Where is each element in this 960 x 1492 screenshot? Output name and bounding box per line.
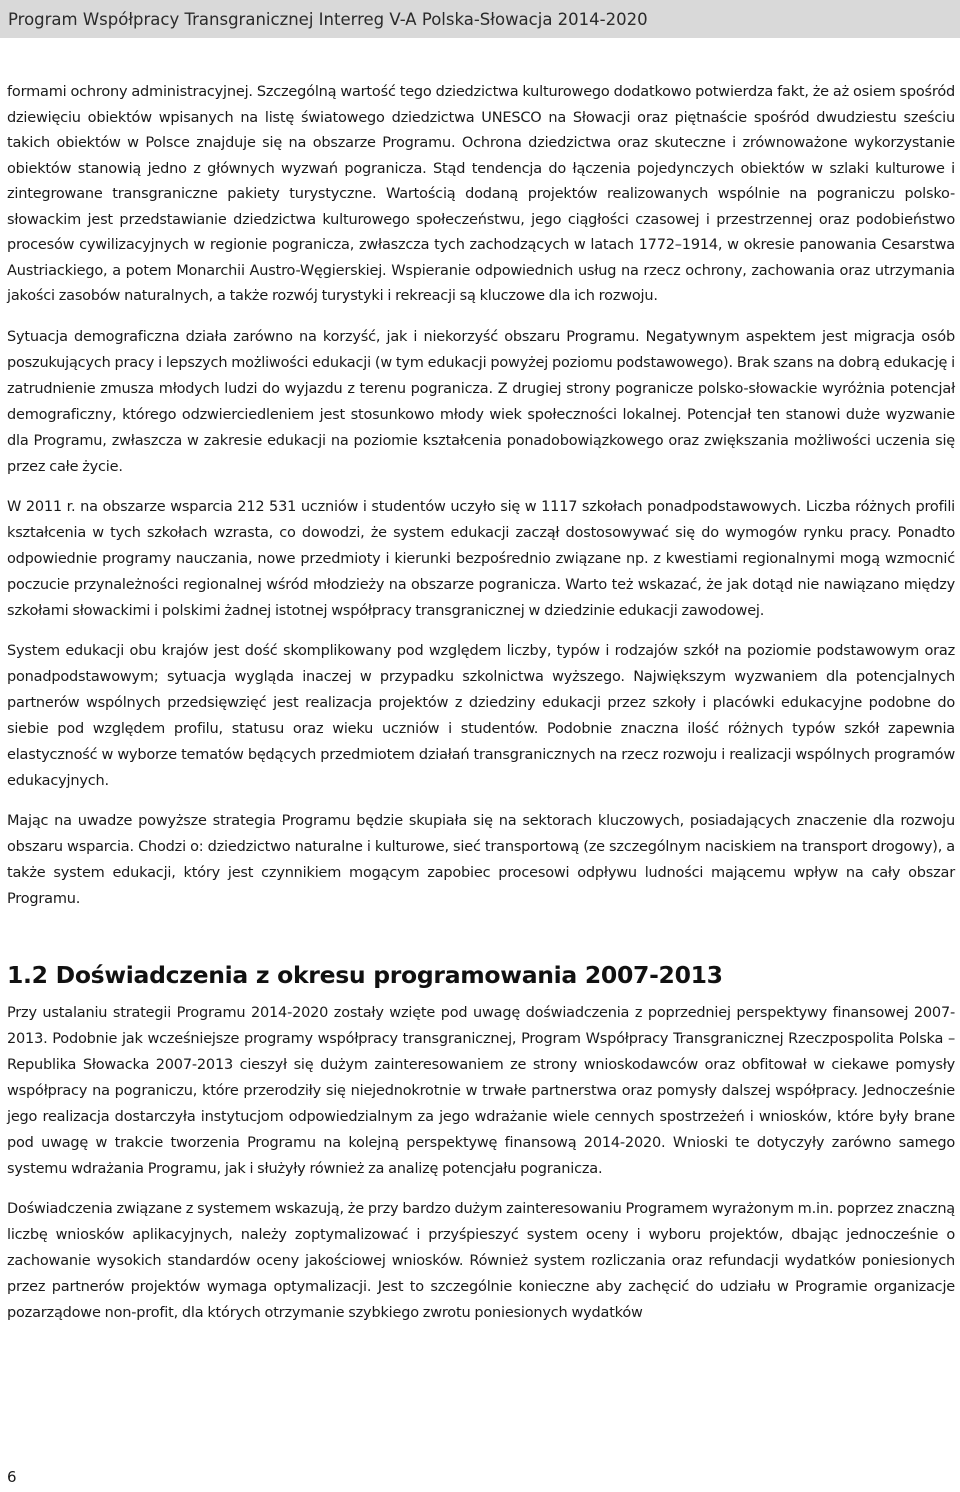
paragraph-previous-experience: Przy ustalaniu strategii Programu 2014-2020 zostały wzięte pod uwagę doświadczenia z poprzedniej perspektywy finansowej 2007-2013. Podobnie jak wcześniejsze programy współpracy transgranicznej, Program Współpracy Transgranicznej Rzeczpospolita Polska – Republika Słowacka 2007-2013 cieszył się dużym zainteresowaniem ze strony wnioskodawców oraz obfitował w ciekawe pomysły współpracy na pograniczu, które przerodziły się niejednokrotnie w trwałe partnerstwa oraz pomysły dalszej współpracy. Jednocześnie jego realizacja dostarczyła instytucjom odpowiedzialnym za jego wdrażanie wiele cennych spostrzeżeń i wniosków, które były brane pod uwagę w trakcie tworzenia Programu na kolejną perspektywę finansową 2014-2020. Wnioski te dotyczyły zarówno samego systemu wdrażania Programu, jak i służyły również za analizę potencjału pogranicza.	[7, 1004, 955, 1177]
paragraph-demography: Sytuacja demograficzna działa zarówno na korzyść, jak i niekorzyść obszaru Programu. Negatywnym aspektem jest migracja osób poszukujących pracy i lepszych możliwości edukacji (w tym edukacji powyżej poziomu podstawowego). Brak szans na dobrą edukację i zatrudnienie zmusza młodych ludzi do wyjazdu z terenu pogranicza. Z drugiej strony pogranicze polsko-słowackie wyróżnia potencjał demograficzny, którego odzwierciedleniem jest stosunkowo młody wiek społeczności lokalnej. Potencjał ten stanowi duże wyzwanie dla Programu, zwłaszcza w zakresie edukacji na poziomie kształcenia ponadobowiązkowego oraz zwiększania możliwości uczenia się przez całe życie.	[7, 328, 955, 475]
paragraph-education-system: System edukacji obu krajów jest dość skomplikowany pod względem liczby, typów i rodzajów szkół na poziomie podstawowym oraz ponadpodstawowym; sytuacja wygląda inaczej w przypadku szkolnictwa wyższego. Największym wyzwaniem dla potencjalnych partnerów wspólnych przedsięwzięć jest realizacja projektów z dziedziny edukacji przez szkoły i placówki edukacyjne podobne do siebie pod względem profilu, statusu oraz wieku uczniów i studentów. Podobnie znaczna ilość różnych typów szkół zapewnia elastyczność w wyborze tematów będących przedmiotem działań transgranicznych na rzecz rozwoju i realizacji wspólnych programów edukacyjnych.	[7, 642, 955, 789]
header-title: Program Współpracy Transgranicznej Interreg V-A Polska-Słowacja 2014-2020	[8, 9, 648, 29]
page-header	[0, 0, 960, 38]
paragraph-system-experience: Doświadczenia związane z systemem wskazują, że przy bardzo dużym zainteresowaniu Programem wyrażonym m.in. poprzez znaczną liczbę wniosków aplikacyjnych, należy zoptymalizować i przyśpieszyć system oceny i wyboru projektów, dbając jednocześnie o zachowanie wysokich standardów oceny jakościowej wniosków. Również system rozliczania oraz refundacji wydatków poniesionych przez partnerów projektów wymaga optymalizacji. Jest to szczególnie konieczne aby zachęcić do udziału w Programie organizacje pozarządowe non-profit, dla których otrzymanie szybkiego zwrotu poniesionych wydatków	[7, 1200, 955, 1321]
paragraph-strategy: Mając na uwadze powyższe strategia Programu będzie skupiała się na sektorach kluczowych, posiadających znaczenie dla rozwoju obszaru wsparcia. Chodzi o: dziedzictwo naturalne i kulturowe, sieć transportową (ze szczególnym naciskiem na transport drogowy), a także system edukacji, który jest czynnikiem mogącym zapobiec procesowi odpływu ludności mającemu wpływ na cały obszar Programu.	[7, 812, 955, 907]
page-number: 6	[7, 1468, 17, 1486]
document-body	[7, 80, 955, 1326]
section-heading: 1.2 Doświadczenia z okresu programowania 2007-2013	[7, 960, 723, 989]
paragraph-cultural-heritage: formami ochrony administracyjnej. Szczególną wartość tego dziedzictwa kulturowego dodatkowo potwierdza fakt, że aż osiem spośród dziewięciu obiektów wpisanych na listę światowego dziedzictwa UNESCO na Słowacji oraz piętnaście spośród dwudziestu sześciu takich obiektów w Polsce znajduje się na obszarze Programu. Ochrona dziedzictwa oraz skuteczne i zrównoważone wykorzystanie obiektów stanowią jedno z głównych wyzwań pogranicza. Stąd tendencja do łączenia pojedynczych obiektów w szlaki kulturowe i zintegrowane transgraniczne pakiety turystyczne. Wartością dodaną projektów realizowanych wspólnie na pograniczu polsko-słowackim jest przedstawianie dziedzictwa kulturowego społeczeństwu, jego ciągłości czasowej i przestrzennej oraz podobieństwo procesów cywilizacyjnych w regionie pogranicza, zwłaszcza tych zachodzących w latach 1772–1914, w okresie panowania Cesarstwa Austriackiego, a potem Monarchii Austro-Węgierskiej. Wspieranie odpowiednich usług na rzecz ochrony, zachowania oraz utrzymania jakości zasobów naturalnych, a także rozwój turystyki i rekreacji są kluczowe dla ich rozwoju.	[7, 84, 955, 304]
paragraph-schools-2011: W 2011 r. na obszarze wsparcia 212 531 uczniów i studentów uczyło się w 1117 szkołach ponadpodstawowych. Liczba różnych profili kształcenia w tych szkołach wzrasta, co dowodzi, że system edukacji zaczął dostosowywać się do wymogów rynku pracy. Ponadto odpowiednie programy nauczania, nowe przedmioty i kierunki bezpośrednio związane np. z kwestiami regionalnymi mogą wzmocnić poczucie przynależności regionalnej wśród młodzieży na obszarze pogranicza. Warto też wskazać, że jak dotąd nie nawiązano między szkołami słowackimi i polskimi żadnej istotnej współpracy transgranicznej w dziedzinie edukacji zawodowej.	[7, 498, 955, 619]
